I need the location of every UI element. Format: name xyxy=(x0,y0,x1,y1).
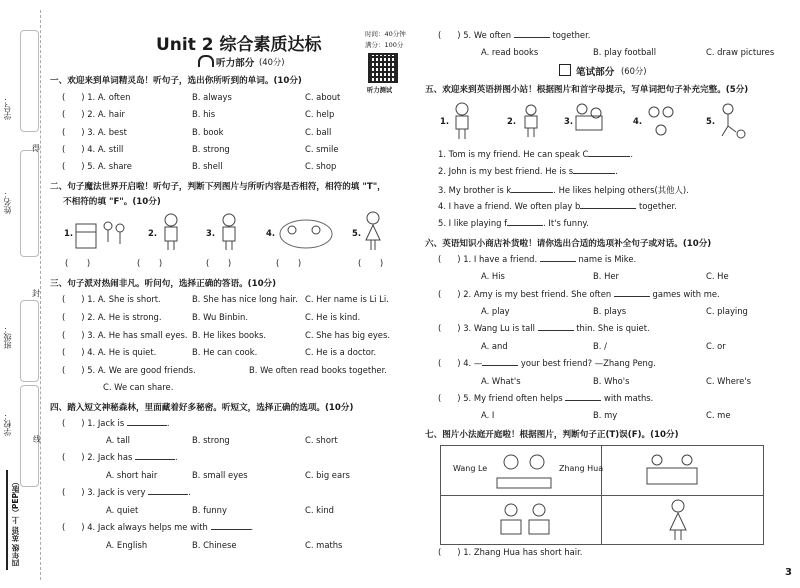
question-text: 4. Jack always helps me with xyxy=(87,522,208,532)
strong-boy-picture-icon xyxy=(520,104,542,138)
answer-blank[interactable] xyxy=(538,330,574,331)
question-text: 5. We often xyxy=(463,30,512,40)
question-end: together. xyxy=(552,30,591,40)
page-number: 3 xyxy=(785,567,792,578)
option-b: B. his xyxy=(192,109,216,119)
question-end: games with me. xyxy=(652,289,720,299)
answer-paren[interactable]: ( ) xyxy=(62,294,85,304)
pic-num: 3. xyxy=(564,116,574,126)
s6-title: 六、英语知识小商店补货啦！请你选出合适的选项补全句子或对话。(10分) xyxy=(425,239,712,249)
answer-blank[interactable] xyxy=(588,156,630,157)
option-c: C. She has big eyes. xyxy=(305,330,390,340)
answer-blank[interactable] xyxy=(127,425,167,426)
list-item xyxy=(438,218,589,228)
answer-paren[interactable]: ( ) xyxy=(438,547,461,557)
answer-blank[interactable] xyxy=(514,37,550,38)
question-end: . xyxy=(188,487,191,497)
playground-picture-icon xyxy=(74,216,126,252)
s2-title: 二、句子魔法世界开启啦！听句子，判断下列图片与所听内容是否相符，相符的填 "T"， xyxy=(50,182,386,192)
answer-paren[interactable]: ( ) xyxy=(62,452,85,462)
answer-paren[interactable]: ( ) xyxy=(438,393,461,403)
option-b: B. funny xyxy=(192,505,227,515)
question-text: 4. — xyxy=(463,358,483,368)
option-a: A. short hair xyxy=(106,470,158,480)
class-box[interactable] xyxy=(20,300,39,382)
list-item xyxy=(62,92,130,102)
option-b: B. We often read books together. xyxy=(249,365,387,375)
option-a: A. His xyxy=(481,271,505,281)
label-xian: 线 xyxy=(33,435,41,444)
option-a: A. I xyxy=(481,410,495,420)
list-item xyxy=(62,365,196,375)
option-a: 4. A. still xyxy=(87,144,124,154)
answer-blank[interactable] xyxy=(135,459,175,460)
option-a: 5. A. share xyxy=(87,161,132,171)
label-class: 班级： xyxy=(3,325,12,349)
answer-paren[interactable]: ( ) xyxy=(62,161,85,171)
list-item xyxy=(62,330,188,340)
pic-num: 2. xyxy=(507,116,517,126)
question-text: 3. Wang Lu is tall xyxy=(463,323,535,333)
s1-title: 一、欢迎来到单词精灵岛！听句子，选出你所听到的单词。(10分) xyxy=(50,76,302,86)
brand-label: 四年级 英语 上（PEP版） xyxy=(11,478,20,567)
list-item xyxy=(438,289,720,299)
question-text: 2. Amy is my best friend. She often xyxy=(463,289,612,299)
answer-paren[interactable]: ( ) xyxy=(62,522,85,532)
answer-paren[interactable]: ( ) xyxy=(358,258,384,268)
option-a: A. play xyxy=(481,306,510,316)
option-c: C. maths xyxy=(305,540,343,550)
kids-sharing-picture-icon xyxy=(278,212,334,252)
list-item xyxy=(62,127,127,137)
answer-paren[interactable]: ( ) xyxy=(62,92,85,102)
question-end: . It's funny. xyxy=(543,218,589,228)
list-item xyxy=(438,201,677,211)
option-b: B. plays xyxy=(593,306,627,316)
pic-num: 5. xyxy=(352,228,362,238)
boy-speaking-picture-icon xyxy=(452,102,472,140)
headphone-icon xyxy=(198,55,214,67)
option-b: B. He likes books. xyxy=(192,330,267,340)
student-id-box[interactable] xyxy=(20,30,39,132)
question-end: . xyxy=(166,418,170,428)
option-b: B. book xyxy=(192,127,224,137)
chess-picture-icon xyxy=(641,452,703,490)
option-c: C. playing xyxy=(706,306,748,316)
list-item xyxy=(62,347,156,357)
answer-blank[interactable] xyxy=(511,192,553,193)
answer-paren[interactable]: ( ) xyxy=(438,254,461,264)
option-c: C. help xyxy=(305,109,335,119)
list-item xyxy=(62,418,170,428)
label-student-id: 学号： xyxy=(3,96,12,120)
list-item xyxy=(438,149,633,159)
question-end: together. xyxy=(638,201,677,211)
question-text: 1. Jack is xyxy=(87,418,125,428)
two-kids-picture-icon xyxy=(493,450,555,492)
listen-part-title: 听力部分 xyxy=(216,58,255,69)
binding-sidebar xyxy=(0,0,44,588)
question-text: 5. I like playing f xyxy=(438,218,508,228)
boy-picture-icon xyxy=(218,212,240,252)
question-end: name is Mike. xyxy=(578,254,637,264)
option-c: C. Her name is Li Li. xyxy=(305,294,389,304)
s2-title-2: 不相符的填 "F"。(10分) xyxy=(63,197,161,207)
question-end: thin. She is quiet. xyxy=(576,323,650,333)
pic-num: 4. xyxy=(633,116,643,126)
list-item xyxy=(62,161,132,171)
option-b: B. small eyes xyxy=(192,470,248,480)
list-item xyxy=(62,522,253,532)
option-c: C. Where's xyxy=(706,376,751,386)
option-c: C. kind xyxy=(305,505,334,515)
question-end: with maths. xyxy=(603,393,654,403)
option-c: C. He xyxy=(706,271,729,281)
answer-paren[interactable]: ( ) xyxy=(62,312,85,322)
option-c: C. or xyxy=(706,341,726,351)
option-b: B. Chinese xyxy=(192,540,237,550)
pen-icon xyxy=(559,64,571,76)
question-text: 1. Zhang Hua has short hair. xyxy=(463,547,583,557)
question-text: 5. My friend often helps xyxy=(463,393,563,403)
option-b: B. He can cook. xyxy=(192,347,258,357)
option-b: B. play football xyxy=(593,47,657,57)
question-end: . xyxy=(250,522,254,532)
question-text: 1. I have a friend. xyxy=(463,254,538,264)
grid-divider-h xyxy=(441,495,763,496)
option-c: C. short xyxy=(305,435,338,445)
list-item xyxy=(62,109,125,119)
girl-picture-icon xyxy=(663,498,693,542)
picture-grid xyxy=(440,445,764,545)
option-a: A. read books xyxy=(481,47,539,57)
option-a: A. quiet xyxy=(106,505,139,515)
answer-blank[interactable] xyxy=(211,529,251,530)
option-b: B. always xyxy=(192,92,232,102)
question-text: 1. Tom is my friend. He can speak C xyxy=(438,149,589,159)
list-item xyxy=(438,323,650,333)
option-b: B. shell xyxy=(192,161,223,171)
option-c: C. He is kind. xyxy=(305,312,361,322)
answer-paren[interactable]: ( ) xyxy=(62,144,85,154)
name-label-zhang-hua: Zhang Hua xyxy=(559,464,604,473)
option-b: B. strong xyxy=(192,435,230,445)
pic-num: 4. xyxy=(266,228,276,238)
option-a: 1. A. She is short. xyxy=(87,294,161,304)
time-limit: 时间：40分钟 xyxy=(365,30,406,38)
option-a: 1. A. often xyxy=(87,92,131,102)
option-b: B. Who's xyxy=(593,376,630,386)
option-a: 3. A. best xyxy=(87,127,127,137)
name-label-wang-le: Wang Le xyxy=(453,464,488,473)
question-end: . xyxy=(175,452,178,462)
s4-title: 四、踏入短文神秘森林，里面藏着好多秘密。听短文，选择正确的选项。(10分) xyxy=(50,403,354,413)
reading-kids-picture-icon xyxy=(497,500,553,540)
qr-code-icon[interactable] xyxy=(368,53,398,83)
s3-title: 三、句子派对热闹非凡。听问句，选择正确的答语。(10分) xyxy=(50,279,277,289)
question-text: 3. Jack is very xyxy=(87,487,146,497)
option-c: C. shop xyxy=(305,161,337,171)
list-item xyxy=(438,393,653,403)
question-end: . He likes helping others(其他人). xyxy=(553,185,689,195)
list-item xyxy=(438,184,689,196)
list-item xyxy=(438,254,636,264)
question-text: 3. My brother is k xyxy=(438,185,512,195)
answer-paren[interactable]: ( ) xyxy=(65,258,91,268)
pic-num: 1. xyxy=(64,228,74,238)
answer-paren[interactable]: ( ) xyxy=(62,330,85,340)
write-part-score: (60分) xyxy=(621,66,647,76)
answer-paren[interactable]: ( ) xyxy=(276,258,302,268)
pic-num: 5. xyxy=(706,116,716,126)
question-text: 4. I have a friend. We often play b xyxy=(438,201,581,211)
pic-num: 1. xyxy=(440,116,450,126)
brand-bar xyxy=(6,470,8,570)
answer-blank[interactable] xyxy=(565,400,601,401)
helping-picture-icon xyxy=(574,102,604,138)
page-title: Unit 2 综合素质达标 xyxy=(156,35,322,55)
option-a: 5. A. We are good friends. xyxy=(87,365,196,375)
question-end: . xyxy=(630,149,634,159)
football-picture-icon xyxy=(716,102,746,140)
label-de: 得 xyxy=(32,144,40,153)
option-c: C. smile xyxy=(305,144,339,154)
option-b: B. my xyxy=(593,410,618,420)
answer-blank[interactable] xyxy=(540,261,576,262)
answer-paren[interactable]: ( ) xyxy=(62,109,85,119)
option-c: C. big ears xyxy=(305,470,350,480)
option-a: A. English xyxy=(106,540,148,550)
list-item xyxy=(62,294,161,304)
listen-part-score: (40分) xyxy=(259,57,285,67)
option-a: A. tall xyxy=(106,435,130,445)
option-b: B. / xyxy=(593,341,607,351)
answer-paren[interactable]: ( ) xyxy=(206,258,232,268)
list-item xyxy=(438,547,582,557)
basketball-picture-icon xyxy=(644,104,676,138)
s5-title: 五、欢迎来到英语拼图小站！根据图片和首字母提示，写单词把句子补充完整。(5分) xyxy=(425,85,749,95)
option-a: 4. A. He is quiet. xyxy=(87,347,157,357)
answer-paren[interactable]: ( ) xyxy=(438,323,461,333)
option-a: A. What's xyxy=(481,376,521,386)
label-feng: 封 xyxy=(32,289,40,298)
list-item xyxy=(62,487,191,497)
option-c: C. ball xyxy=(305,127,332,137)
answer-paren[interactable]: ( ) xyxy=(62,418,85,428)
question-text: 2. John is my best friend. He is s xyxy=(438,166,574,176)
answer-paren[interactable]: ( ) xyxy=(62,127,85,137)
option-a: 2. A. He is strong. xyxy=(87,312,162,322)
girl-picture-icon xyxy=(362,210,384,252)
option-c: C. We can share. xyxy=(103,382,174,392)
option-a: 3. A. He has small eyes. xyxy=(87,330,188,340)
option-a: 2. A. hair xyxy=(87,109,125,119)
answer-paren[interactable]: ( ) xyxy=(438,358,461,368)
option-b: B. Wu Binbin. xyxy=(192,312,249,322)
question-end: your best friend? —Zhang Peng. xyxy=(520,358,656,368)
qr-label: 听力测试 xyxy=(367,87,393,94)
question-end: . xyxy=(615,166,618,176)
list-item xyxy=(62,312,162,322)
boy-picture-icon xyxy=(160,212,182,252)
option-c: C. about xyxy=(305,92,341,102)
answer-blank[interactable] xyxy=(573,173,615,174)
option-b: B. She has nice long hair. xyxy=(192,294,298,304)
pic-num: 2. xyxy=(148,228,158,238)
option-c: C. me xyxy=(706,410,731,420)
list-item xyxy=(62,452,178,462)
option-b: B. Her xyxy=(593,271,619,281)
answer-paren[interactable]: ( ) xyxy=(438,289,461,299)
answer-blank[interactable] xyxy=(507,225,543,226)
option-b: B. strong xyxy=(192,144,230,154)
option-c: C. He is a doctor. xyxy=(305,347,377,357)
option-c: C. draw pictures xyxy=(706,47,775,57)
answer-paren[interactable]: ( ) xyxy=(137,258,163,268)
answer-blank[interactable] xyxy=(580,208,636,209)
list-item xyxy=(438,358,656,368)
name-box[interactable] xyxy=(20,150,39,257)
s7-title: 七、图片小法庭开庭啦！根据图片，判断句子正(T)误(F)。(10分) xyxy=(425,430,679,440)
list-item xyxy=(438,166,618,176)
list-item xyxy=(438,30,590,40)
answer-paren[interactable]: ( ) xyxy=(62,365,85,375)
answer-blank[interactable] xyxy=(614,296,650,297)
answer-paren[interactable]: ( ) xyxy=(62,487,85,497)
write-part-title: 笔试部分 xyxy=(576,67,615,78)
full-score: 满分：100分 xyxy=(365,41,404,49)
label-school: 学校： xyxy=(3,412,12,436)
answer-blank[interactable] xyxy=(148,494,188,495)
answer-paren[interactable]: ( ) xyxy=(62,347,85,357)
answer-blank[interactable] xyxy=(482,365,518,366)
option-a: A. and xyxy=(481,341,508,351)
cut-line xyxy=(40,10,41,580)
answer-paren[interactable]: ( ) xyxy=(438,30,461,40)
question-text: 2. Jack has xyxy=(87,452,133,462)
list-item xyxy=(62,144,123,154)
label-name: 姓名： xyxy=(3,190,12,214)
pic-num: 3. xyxy=(206,228,216,238)
